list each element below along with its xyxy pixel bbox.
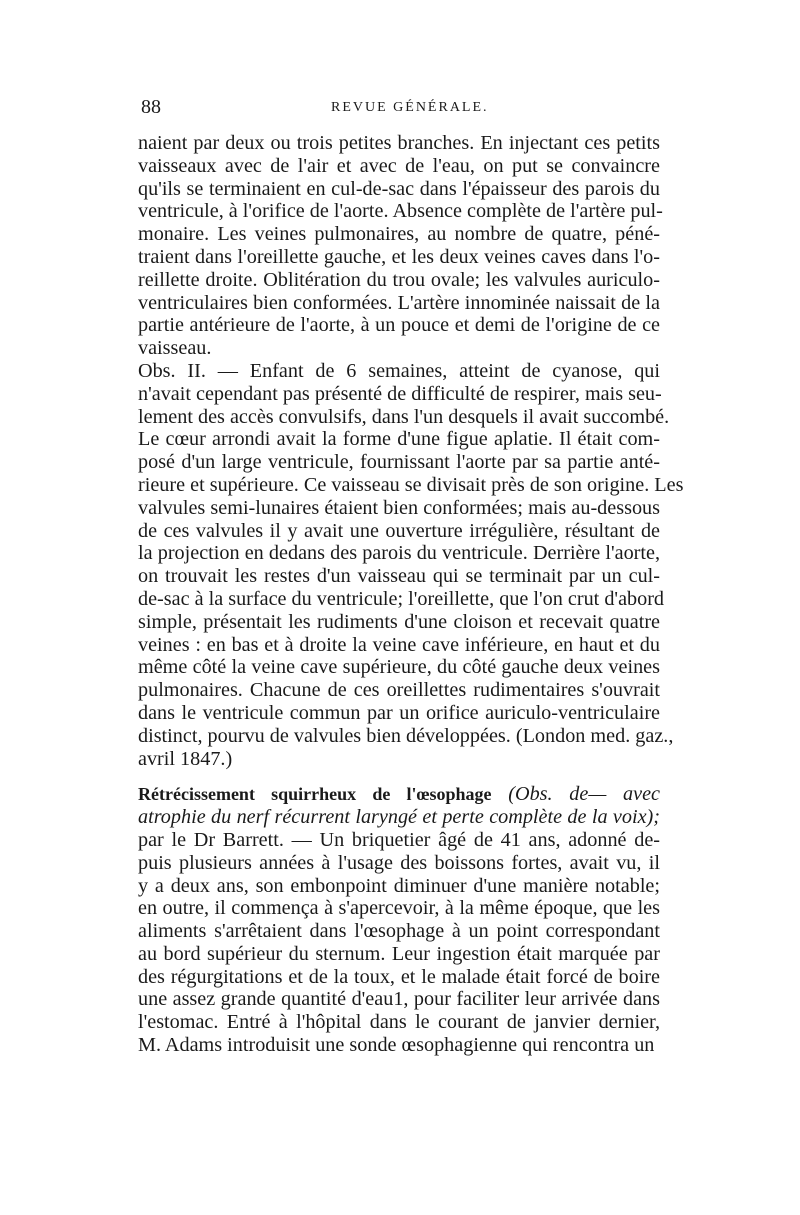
- text-line: naient par deux ou trois petites branches. En injectant ces petits: [138, 132, 660, 154]
- text-line: qu'ils se terminaient en cul-de-sac dans l'épaisseur des parois du: [138, 177, 660, 200]
- text-line: atrophie du nerf récurrent laryngé et perte complète de la voix);: [138, 806, 660, 829]
- text-line: on trouvait les restes d'un vaisseau qui se terminait par un cul-: [138, 565, 660, 588]
- text-line: par le Dr Barrett. — Un briquetier âgé de 41 ans, adonné de-: [138, 828, 660, 851]
- text-line: traient dans l'oreillette gauche, et les deux veines caves dans l'o-: [138, 245, 660, 268]
- paragraph-2: [138, 359, 684, 770]
- text-line: aliments s'arrêtaient dans l'œsophage à un point correspondant: [138, 920, 660, 943]
- section-heading: [138, 783, 660, 851]
- text-line: monaire. Les veines pulmonaires, au nombre de quatre, péné-: [138, 223, 660, 246]
- text-line: distinct, pourvu de valvules bien développées. (London med. gaz.,: [138, 724, 674, 747]
- text-line: même côté la veine cave supérieure, du côté gauche deux veines: [138, 656, 660, 679]
- text-line: une assez grande quantité d'eau1, pour faciliter leur arrivée dans: [138, 988, 660, 1011]
- text-line: puis plusieurs années à l'usage des boissons fortes, avait vu, il: [138, 851, 660, 874]
- text-line: valvules semi-lunaires étaient bien conformées; mais au-dessous: [138, 496, 660, 519]
- text-line: avril 1847.): [138, 747, 233, 770]
- page-number: 88: [141, 96, 161, 118]
- text-line: vaisseaux avec de l'air et avec de l'eau, on put se convaincre: [138, 154, 660, 177]
- text-line: y a deux ans, son embonpoint diminuer d'une manière notable;: [138, 874, 660, 897]
- text-line: ventricule, à l'orifice de l'aorte. Absence complète de l'artère pul-: [138, 200, 663, 223]
- section-title: Rétrécissement squirrheux de l'œsophage: [138, 784, 492, 805]
- text-line: dans le ventricule commun par un orifice auriculo-ventriculaire: [138, 701, 660, 724]
- text-line: [138, 783, 660, 806]
- text-line: reillette droite. Oblitération du trou ovale; les valvules auriculo-: [138, 268, 660, 291]
- text-line: de ces valvules il y avait une ouverture irrégulière, résultant de: [138, 519, 660, 542]
- text-line: rieure et supérieure. Ce vaisseau se divisait près de son origine. Les: [138, 473, 684, 496]
- text-line: Obs. II. — Enfant de 6 semaines, atteint de cyanose, qui: [138, 359, 660, 382]
- text-line: des régurgitations et de la toux, et le malade était forcé de boire: [138, 965, 660, 988]
- page-body: [138, 132, 684, 1057]
- text-line: ventriculaires bien conformées. L'artère innominée naissait de la: [138, 291, 660, 314]
- running-title: REVUE GÉNÉRALE.: [331, 100, 489, 115]
- text-line: en outre, il commença à s'apercevoir, à la même époque, que les: [138, 897, 660, 920]
- text-line: la projection en dedans des parois du ventricule. Derrière l'aorte,: [138, 542, 660, 565]
- text-line: veines : en bas et à droite la veine cave inférieure, en haut et du: [138, 633, 660, 656]
- page-header: [141, 96, 661, 126]
- text-line: de-sac à la surface du ventricule; l'oreillette, que l'on crut d'abord: [138, 587, 665, 610]
- text-line: posé d'un large ventricule, fournissant l'aorte par sa partie anté-: [138, 451, 660, 474]
- text-line: au bord supérieur du sternum. Leur ingestion était marquée par: [138, 942, 660, 965]
- text-line: vaisseau.: [138, 337, 212, 360]
- text-line: n'avait cependant pas présenté de difficulté de respirer, mais seu-: [138, 382, 662, 405]
- text-line: l'estomac. Entré à l'hôpital dans le courant de janvier dernier,: [138, 1011, 660, 1034]
- text-line: Le cœur arrondi avait la forme d'une figue aplatie. Il était com-: [138, 428, 660, 451]
- section-paragraph: [138, 852, 660, 1057]
- text-line: pulmonaires. Chacune de ces oreillettes rudimentaires s'ouvrait: [138, 679, 660, 702]
- section-title-note: (Obs. de— avec: [508, 783, 661, 806]
- text-line: simple, présentait les rudiments d'une cloison et recevait quatre: [138, 610, 660, 633]
- text-line: M. Adams introduisit une sonde œsophagienne qui rencontra un: [138, 1034, 655, 1057]
- paragraph-1: [138, 132, 663, 360]
- text-line: partie antérieure de l'aorte, à un pouce et demi de l'origine de ce: [138, 314, 660, 337]
- text-line: lement des accès convulsifs, dans l'un desquels il avait succombé.: [138, 405, 670, 428]
